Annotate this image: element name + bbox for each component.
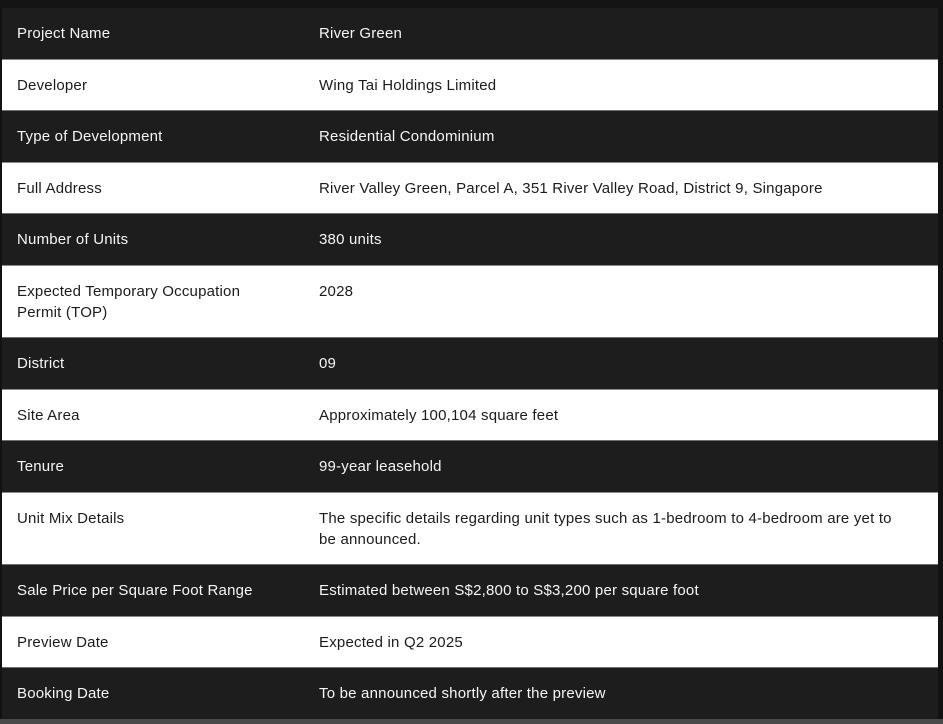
row-value-cell: 380 units — [319, 231, 382, 248]
table-row — [2, 616, 938, 668]
table-row — [2, 338, 938, 389]
top-edge-strip — [0, 0, 943, 8]
row-label-cell: Developer — [17, 77, 88, 94]
row-value-cell: The specific details regarding unit types such as 1-bedroom to 4-bedroom are yet to be announced. — [319, 510, 892, 548]
row-value-cell: River Valley Green, Parcel A, 351 River Valley Road, District 9, Singapore — [319, 180, 823, 197]
bottom-edge-strip — [0, 719, 943, 724]
row-label-cell: Tenure — [17, 458, 65, 475]
row-value-cell: 09 — [319, 355, 337, 372]
row-label-cell: Type of Development — [17, 128, 163, 145]
row-value-cell: To be announced shortly after the preview — [319, 685, 606, 702]
row-label-cell: Unit Mix Details — [17, 510, 125, 527]
row-label-cell: Site Area — [17, 407, 80, 424]
row-label-cell: Sale Price per Square Foot Range — [17, 582, 253, 599]
table-row — [2, 565, 938, 616]
row-value-cell: Wing Tai Holdings Limited — [319, 77, 497, 94]
row-value-cell: Approximately 100,104 square feet — [319, 407, 559, 424]
row-label-cell: Booking Date — [17, 685, 110, 702]
table-row — [2, 59, 938, 111]
row-label-cell: Number of Units — [17, 231, 129, 248]
row-label-cell: Full Address — [17, 180, 102, 197]
table-row — [2, 389, 938, 441]
table-row — [2, 668, 938, 719]
row-value-cell: 2028 — [319, 283, 354, 300]
property-table — [2, 8, 938, 719]
row-label-cell: Preview Date — [17, 634, 109, 651]
table-row — [2, 214, 938, 265]
row-value-cell: Expected in Q2 2025 — [319, 634, 463, 651]
table-row — [2, 162, 938, 214]
row-value-cell: Residential Condominium — [319, 128, 495, 145]
row-value-cell: 99-year leasehold — [319, 458, 442, 475]
table-row — [2, 111, 938, 162]
row-value-cell: Estimated between S$2,800 to S$3,200 per square foot — [319, 582, 699, 599]
table-row — [2, 265, 938, 338]
table-row — [2, 8, 938, 59]
table-row — [2, 441, 938, 492]
row-label-cell: Expected Temporary Occupation Permit (TOP) — [17, 283, 241, 321]
row-value-cell: River Green — [319, 25, 403, 42]
row-label-cell: Project Name — [17, 25, 111, 42]
table-row — [2, 492, 938, 565]
row-label-cell: District — [17, 355, 65, 372]
